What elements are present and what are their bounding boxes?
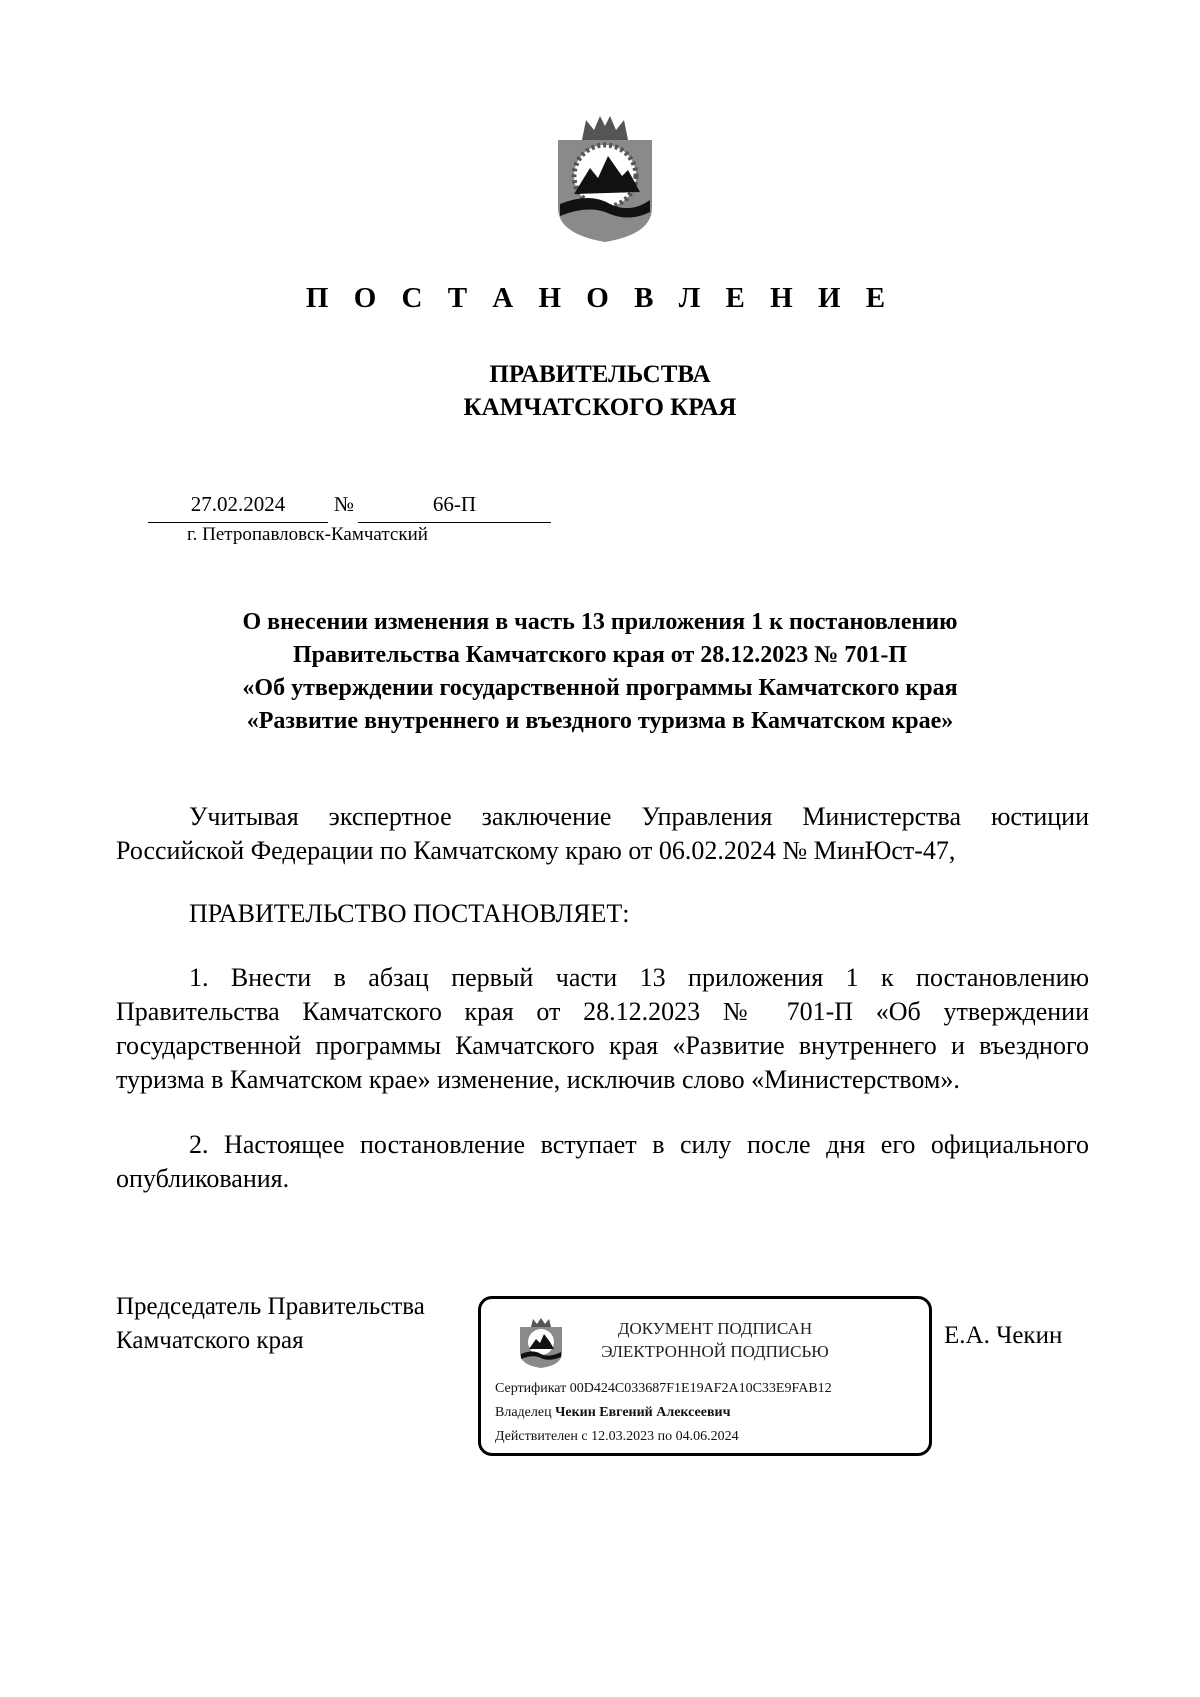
registration-number: 66-П	[358, 492, 551, 523]
preamble-paragraph: Учитывая экспертное заключение Управления Министерства юстиции Российской Федерации по Камчатскому краю от 06.02.2024 № МинЮст-47,	[116, 802, 1089, 865]
document-title	[110, 606, 1090, 738]
stamp-owner	[495, 1405, 730, 1421]
signatory-position-line-2: Камчатского края	[116, 1327, 304, 1354]
title-line-3: «Об утверждении государственной программы Камчатского края	[242, 675, 958, 701]
signatory-position	[116, 1290, 425, 1358]
title-line-2: Правительства Камчатского края от 28.12.2023 № 701-П	[292, 642, 908, 668]
document-type-heading: П О С Т А Н О В Л Е Н И Е	[305, 282, 895, 314]
place-of-issue: г. Петропавловск-Камчатский	[187, 524, 428, 545]
certificate-value: 00D424C033687F1E19AF2A10C33E9FAB12	[569, 1381, 832, 1396]
item-1-paragraph: 1. Внести в абзац первый части 13 приложения 1 к постановлению Правительства Камчатского края от 28.12.2023 № 701-П «Об утверждении государственной программы Камчатского края «Развитие внутреннего и въездного туризма в Камчатском крае» изменение, исключив слово «Министерством».	[116, 963, 1089, 1094]
stamp-header	[585, 1317, 845, 1363]
stamp-certificate	[495, 1381, 832, 1397]
registration-date: 27.02.2024	[148, 492, 328, 523]
stamp-validity	[495, 1429, 739, 1445]
organization-line-1: ПРАВИТЕЛЬСТВА	[489, 361, 711, 388]
issuing-organization	[0, 358, 1200, 424]
signatory-name: Е.А. Чекин	[944, 1322, 1063, 1349]
valid-to-label: по	[657, 1429, 673, 1444]
certificate-label: Сертификат	[495, 1381, 567, 1396]
title-line-4: «Развитие внутреннего и въездного туризма в Камчатском крае»	[246, 708, 954, 734]
stamp-header-line-2: ЭЛЕКТРОННОЙ ПОДПИСЬЮ	[601, 1342, 829, 1361]
item-2-paragraph: 2. Настоящее постановление вступает в силу после дня его официального опубликования.	[116, 1130, 1089, 1193]
stamp-emblem-icon	[517, 1317, 565, 1369]
resolves-paragraph: ПРАВИТЕЛЬСТВО ПОСТАНОВЛЯЕТ:	[189, 899, 630, 928]
owner-label: Владелец	[495, 1405, 552, 1420]
organization-line-2: КАМЧАТСКОГО КРАЯ	[463, 394, 737, 421]
registration-number-sign: №	[334, 492, 355, 516]
validity-label: Действителен с	[495, 1429, 588, 1444]
title-line-1: О внесении изменения в часть 13 приложения 1 к постановлению	[242, 609, 958, 635]
coat-of-arms-emblem	[550, 112, 660, 244]
signatory-position-line-1: Председатель Правительства	[116, 1293, 425, 1320]
stamp-header-line-1: ДОКУМЕНТ ПОДПИСАН	[617, 1319, 813, 1338]
valid-from-date: 12.03.2023	[591, 1429, 655, 1444]
owner-value: Чекин Евгений Алексеевич	[555, 1405, 731, 1420]
electronic-signature-stamp	[478, 1296, 932, 1456]
valid-to-date: 04.06.2024	[675, 1429, 739, 1444]
